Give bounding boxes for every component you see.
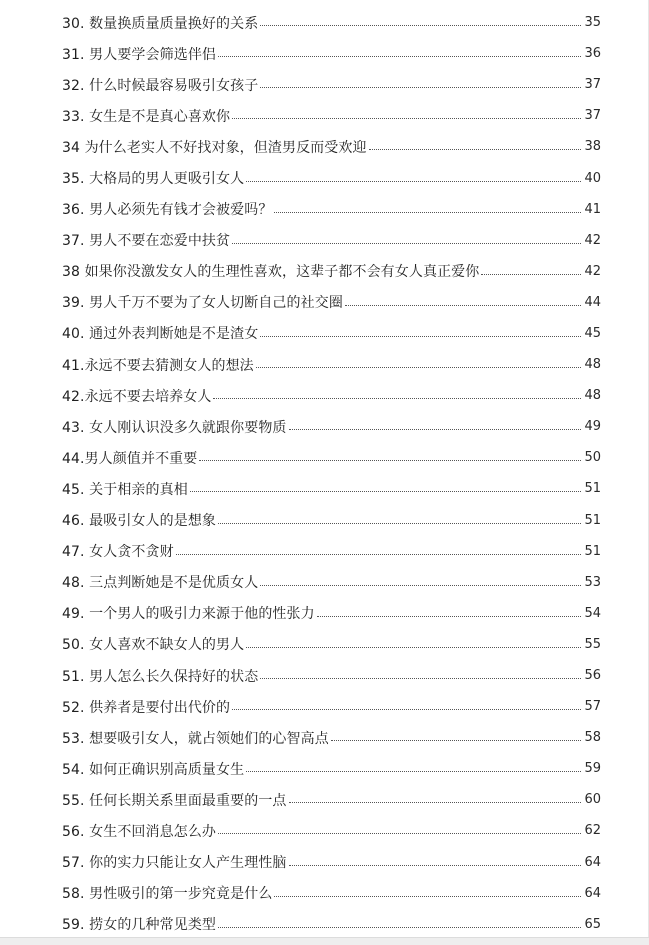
- toc-entry-title: 49. 一个男人的吸引力来源于他的性张力: [62, 606, 315, 623]
- toc-entry-page-number: 42: [584, 263, 601, 279]
- toc-entry-title: 50. 女人喜欢不缺女人的男人: [62, 637, 245, 654]
- toc-entry[interactable]: [0, 7, 649, 38]
- dot-leader: [246, 647, 581, 648]
- toc-entry-page-number: 57: [584, 699, 601, 715]
- toc-entry-title: 37. 男人不要在恋爱中扶贫: [62, 233, 231, 250]
- dot-leader: [345, 305, 581, 306]
- toc-entry[interactable]: [0, 505, 649, 536]
- toc-entry-page-number: 59: [584, 761, 601, 777]
- toc-entry-page-number: 53: [584, 574, 601, 590]
- toc-entry-title: 53. 想要吸引女人，就占领她们的心智高点: [62, 730, 329, 747]
- toc-entry[interactable]: [0, 629, 649, 660]
- toc-entry-page-number: 35: [584, 15, 601, 31]
- dot-leader: [274, 212, 581, 213]
- toc-entry-title: 57. 你的实力只能让女人产生理性脑: [62, 855, 287, 872]
- toc-entry[interactable]: [0, 100, 649, 131]
- toc-entry-title: 40. 通过外表判断她是不是渣女: [62, 326, 259, 343]
- dot-leader: [246, 181, 581, 182]
- toc-entry-page-number: 64: [584, 854, 601, 870]
- toc-entry-title: 34 为什么老实人不好找对象，但渣男反而受欢迎: [62, 139, 367, 156]
- toc-entry-title: 38 如果你没激发女人的生理性喜欢，这辈子都不会有女人真正爱你: [62, 264, 480, 281]
- toc-entry-title: 43. 女人刚认识没多久就跟你要物质: [62, 419, 287, 436]
- toc-entry-page-number: 40: [584, 170, 601, 186]
- toc-entry-title: 54. 如何正确识别高质量女生: [62, 761, 245, 778]
- dot-leader: [369, 149, 581, 150]
- dot-leader: [260, 678, 581, 679]
- dot-leader: [199, 460, 581, 461]
- toc-entry-title: 46. 最吸引女人的是想象: [62, 513, 217, 530]
- toc-entry[interactable]: [0, 194, 649, 225]
- toc-entry[interactable]: [0, 722, 649, 753]
- toc-entry-title: 44.男人颜值并不重要: [62, 450, 198, 467]
- table-of-contents: [0, 7, 649, 940]
- dot-leader: [218, 56, 581, 57]
- toc-entry-title: 59. 捞女的几种常见类型: [62, 917, 217, 934]
- toc-entry-title: 51. 男人怎么长久保持好的状态: [62, 668, 259, 685]
- toc-entry-page-number: 60: [584, 792, 601, 808]
- dot-leader: [260, 336, 581, 337]
- dot-leader: [260, 25, 581, 26]
- dot-leader: [260, 585, 581, 586]
- toc-entry[interactable]: [0, 536, 649, 567]
- toc-entry-page-number: 62: [584, 823, 601, 839]
- toc-entry-page-number: 38: [584, 139, 601, 155]
- toc-entry[interactable]: [0, 411, 649, 442]
- toc-entry-page-number: 37: [584, 77, 601, 93]
- toc-entry-page-number: 51: [584, 543, 601, 559]
- toc-entry[interactable]: [0, 753, 649, 784]
- dot-leader: [289, 802, 581, 803]
- toc-entry-page-number: 65: [584, 916, 601, 932]
- toc-entry-page-number: 45: [584, 325, 601, 341]
- toc-entry[interactable]: [0, 69, 649, 100]
- dot-leader: [274, 896, 581, 897]
- toc-entry-title: 30. 数量换质量质量换好的关系: [62, 15, 259, 32]
- page-bottom-edge: [0, 937, 649, 945]
- toc-entry[interactable]: [0, 349, 649, 380]
- toc-entry-page-number: 64: [584, 885, 601, 901]
- toc-entry[interactable]: [0, 380, 649, 411]
- toc-entry[interactable]: [0, 784, 649, 815]
- toc-entry[interactable]: [0, 473, 649, 504]
- toc-entry[interactable]: [0, 225, 649, 256]
- toc-entry-page-number: 48: [584, 388, 601, 404]
- toc-entry-page-number: 42: [584, 232, 601, 248]
- toc-entry-title: 52. 供养者是要付出代价的: [62, 699, 231, 716]
- toc-entry-page-number: 58: [584, 730, 601, 746]
- toc-entry-page-number: 41: [584, 201, 601, 217]
- dot-leader: [246, 771, 581, 772]
- toc-entry[interactable]: [0, 256, 649, 287]
- toc-entry[interactable]: [0, 847, 649, 878]
- toc-entry-title: 32. 什么时候最容易吸引女孩子: [62, 77, 259, 94]
- dot-leader: [218, 927, 581, 928]
- dot-leader: [481, 274, 581, 275]
- toc-entry[interactable]: [0, 442, 649, 473]
- toc-entry-page-number: 36: [584, 46, 601, 62]
- toc-entry[interactable]: [0, 909, 649, 940]
- dot-leader: [218, 523, 581, 524]
- toc-entry[interactable]: [0, 131, 649, 162]
- dot-leader: [260, 87, 581, 88]
- toc-entry-title: 35. 大格局的男人更吸引女人: [62, 171, 245, 188]
- toc-entry-title: 58. 男性吸引的第一步究竟是什么: [62, 886, 273, 903]
- toc-entry-page-number: 48: [584, 357, 601, 373]
- toc-entry-page-number: 55: [584, 636, 601, 652]
- toc-entry-page-number: 49: [584, 419, 601, 435]
- dot-leader: [289, 429, 581, 430]
- toc-entry[interactable]: [0, 691, 649, 722]
- dot-leader: [331, 740, 581, 741]
- toc-entry-page-number: 51: [584, 481, 601, 497]
- toc-entry-title: 39. 男人千万不要为了女人切断自己的社交圈: [62, 295, 343, 312]
- toc-entry-title: 56. 女生不回消息怎么办: [62, 823, 217, 840]
- toc-entry-title: 42.永远不要去培养女人: [62, 388, 212, 405]
- toc-entry-page-number: 37: [584, 108, 601, 124]
- dot-leader: [213, 398, 581, 399]
- dot-leader: [232, 118, 581, 119]
- toc-entry-page-number: 44: [584, 294, 601, 310]
- dot-leader: [232, 243, 581, 244]
- toc-entry-page-number: 51: [584, 512, 601, 528]
- toc-entry-title: 33. 女生是不是真心喜欢你: [62, 108, 231, 125]
- toc-entry-page-number: 50: [584, 450, 601, 466]
- dot-leader: [218, 833, 581, 834]
- dot-leader: [190, 491, 581, 492]
- toc-entry[interactable]: [0, 815, 649, 846]
- toc-entry-title: 48. 三点判断她是不是优质女人: [62, 575, 259, 592]
- toc-entry[interactable]: [0, 318, 649, 349]
- toc-entry-title: 36. 男人必须先有钱才会被爱吗？: [62, 202, 273, 219]
- toc-entry-title: 41.永远不要去猜测女人的想法: [62, 357, 254, 374]
- toc-entry[interactable]: [0, 162, 649, 193]
- toc-entry-title: 55. 任何长期关系里面最重要的一点: [62, 792, 287, 809]
- toc-entry-title: 47. 女人贪不贪财: [62, 544, 174, 561]
- dot-leader: [317, 616, 581, 617]
- toc-entry[interactable]: [0, 287, 649, 318]
- dot-leader: [289, 865, 581, 866]
- toc-entry[interactable]: [0, 38, 649, 69]
- toc-entry[interactable]: [0, 660, 649, 691]
- toc-entry[interactable]: [0, 878, 649, 909]
- dot-leader: [232, 709, 581, 710]
- toc-entry-page-number: 56: [584, 668, 601, 684]
- toc-entry-title: 31. 男人要学会筛选伴侣: [62, 46, 217, 63]
- toc-entry-page-number: 54: [584, 605, 601, 621]
- toc-entry[interactable]: [0, 567, 649, 598]
- dot-leader: [256, 367, 581, 368]
- toc-entry[interactable]: [0, 598, 649, 629]
- toc-entry-title: 45. 关于相亲的真相: [62, 481, 188, 498]
- dot-leader: [176, 554, 581, 555]
